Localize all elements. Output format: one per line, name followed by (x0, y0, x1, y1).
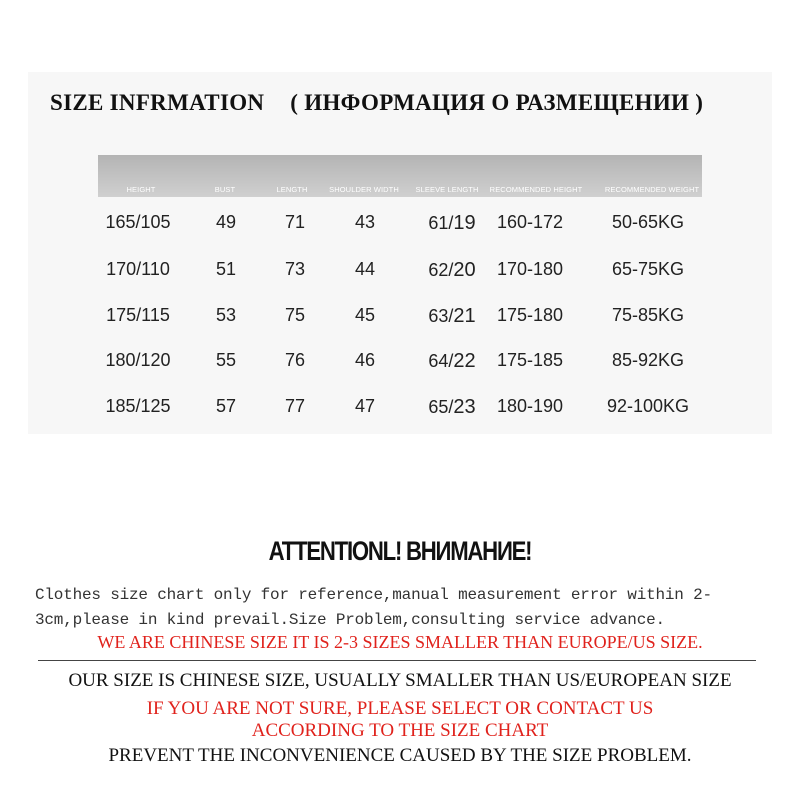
table-cell-bust: 51 (215, 259, 237, 279)
table-cell-length: 77 (284, 396, 306, 416)
header-height: HEIGHT (126, 185, 156, 194)
table-cell-recommended-weight: 92-100KG (606, 396, 690, 416)
table-cell-bust: 57 (215, 396, 237, 416)
table-cell-recommended-height: 170-180 (496, 259, 564, 279)
sleeve-value: 63/ (428, 306, 454, 326)
table-cell-recommended-weight: 50-65KG (611, 212, 685, 232)
table-cell-length: 71 (284, 212, 306, 232)
size-chart-notice-line: ACCORDING TO THE SIZE CHART (251, 720, 549, 741)
table-cell-recommended-height: 175-185 (496, 350, 564, 370)
sleeve-value-2: 20 (453, 259, 476, 281)
sleeve-value-2: 21 (453, 305, 476, 327)
header-shoulder-width: SHOULDER WIDTH (329, 185, 399, 194)
size-chart-panel (28, 72, 772, 434)
table-cell-bust: 55 (215, 350, 237, 370)
table-cell-height: 170/110 (106, 259, 170, 279)
table-cell-recommended-height: 160-172 (496, 212, 564, 232)
sleeve-value: 65/ (428, 397, 454, 417)
sleeve-value: 64/ (428, 351, 454, 371)
inconvenience-notice-line: PREVENT THE INCONVENIENCE CAUSED BY THE SIZE PROBLEM. (108, 745, 692, 766)
table-cell-shoulder: 45 (354, 305, 376, 325)
table-cell-recommended-height: 180-190 (496, 396, 564, 416)
table-cell-height: 185/125 (105, 396, 171, 416)
header-length: LENGTH (276, 185, 308, 194)
table-cell-length: 73 (284, 259, 306, 279)
header-recommended-weight: RECOMMENDED WEIGHT (604, 185, 700, 194)
chinese-size-warning: WE ARE CHINESE SIZE IT IS 2-3 SIZES SMALLER THAN EUROPE/US SIZE. (97, 632, 703, 652)
contact-notice-line: IF YOU ARE NOT SURE, PLEASE SELECT OR CONTACT US (146, 698, 654, 719)
table-cell-recommended-height: 175-180 (496, 305, 564, 325)
title-russian: ( ИНФОРМАЦИЯ О РАЗМЕЩЕНИИ ) (290, 90, 704, 115)
table-cell-shoulder: 44 (354, 259, 376, 279)
measurement-note (35, 583, 775, 633)
header-bust: BUST (214, 185, 236, 194)
size-notice-line: OUR SIZE IS CHINESE SIZE, USUALLY SMALLER THAN US/EUROPEAN SIZE (68, 670, 732, 691)
table-cell-shoulder: 46 (354, 350, 376, 370)
note-line-1: Clothes size chart only for reference,manual measurement error within 2- (35, 586, 712, 604)
attention-heading: ATTENTIONL! ВНИМАНИЕ! (268, 536, 532, 566)
sleeve-value-2: 23 (453, 396, 476, 418)
table-cell-sleeve (428, 259, 475, 282)
note-line-2: 3cm,please in kind prevail.Size Problem,consulting service advance. (35, 611, 665, 629)
sleeve-value-2: 19 (453, 212, 476, 234)
header-sleeve-length: SLEEVE LENGTH (415, 185, 479, 194)
table-cell-shoulder: 47 (354, 396, 376, 416)
table-cell-sleeve (428, 350, 475, 373)
table-cell-recommended-weight: 65-75KG (611, 259, 685, 279)
table-cell-shoulder: 43 (354, 212, 376, 232)
table-cell-recommended-weight: 85-92KG (611, 350, 685, 370)
sleeve-value-2: 22 (453, 350, 476, 372)
header-recommended-height: RECOMMENDED HEIGHT (489, 185, 583, 194)
table-cell-sleeve (428, 396, 475, 419)
divider (38, 660, 756, 661)
table-cell-sleeve (428, 305, 475, 328)
table-cell-length: 75 (284, 305, 306, 325)
table-cell-height: 180/120 (105, 350, 171, 370)
table-cell-bust: 49 (215, 212, 237, 232)
sleeve-value: 62/ (428, 260, 454, 280)
table-cell-length: 76 (284, 350, 306, 370)
table-cell-height: 175/115 (106, 305, 170, 325)
table-cell-bust: 53 (215, 305, 237, 325)
page-title (50, 90, 770, 116)
table-cell-sleeve (428, 212, 475, 235)
table-cell-recommended-weight: 75-85KG (611, 305, 685, 325)
title-english: SIZE INFRMATION (50, 90, 265, 115)
sleeve-value: 61/ (428, 213, 454, 233)
table-cell-height: 165/105 (105, 212, 171, 232)
